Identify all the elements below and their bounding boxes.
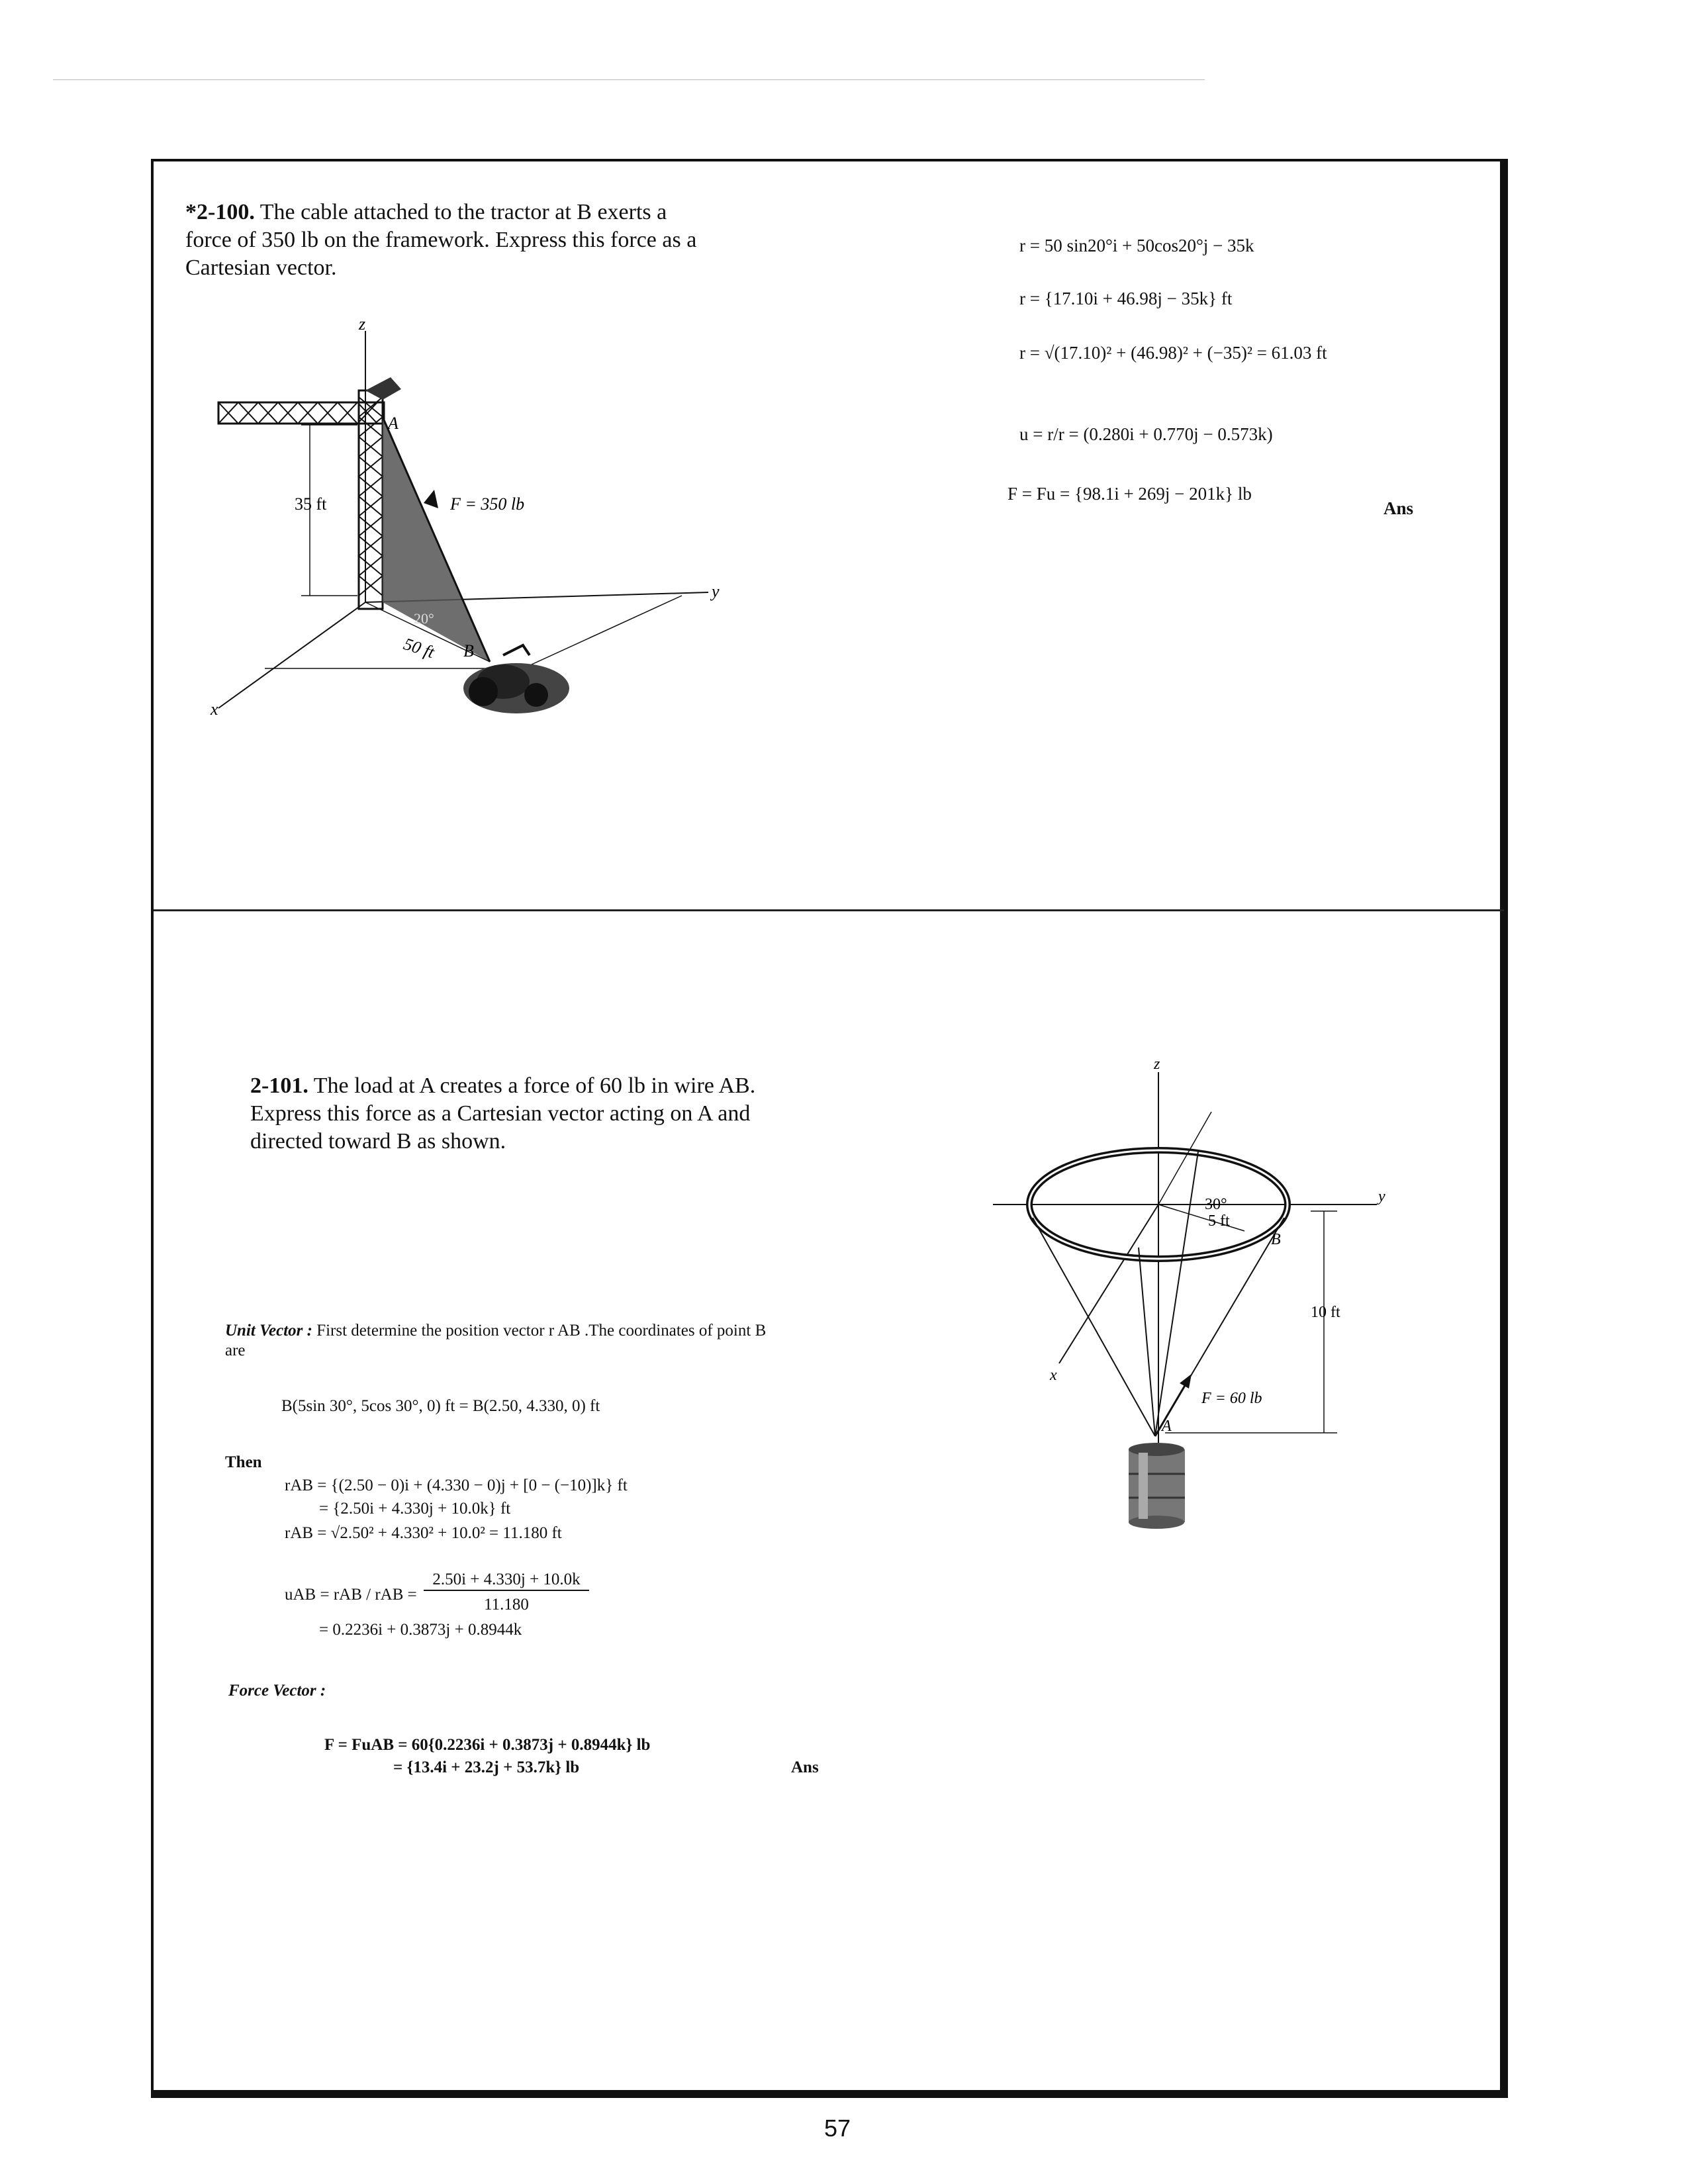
x-label: x bbox=[211, 700, 218, 719]
force-line-1: F = FuAB = 60{0.2236i + 0.3873j + 0.8944k} lb bbox=[324, 1736, 651, 1754]
top-rule bbox=[53, 79, 1205, 80]
angle-label: 30° bbox=[1205, 1196, 1227, 1213]
solution-100-line-1: r = 50 sin20°i + 50cos20°j − 35k bbox=[1019, 236, 1254, 255]
z-label: z bbox=[359, 314, 366, 334]
dist-label: 50 ft bbox=[401, 634, 437, 662]
x-axis bbox=[1059, 1205, 1158, 1363]
radius-label: 5 ft bbox=[1208, 1212, 1230, 1230]
ground-line-2 bbox=[523, 596, 682, 668]
point-a-label: A bbox=[1162, 1418, 1172, 1435]
point-b-label: B bbox=[463, 641, 474, 660]
angle-label: 20° bbox=[414, 610, 434, 627]
force-vector bbox=[1155, 1380, 1188, 1436]
force-line-2: = {13.4i + 23.2j + 53.7k} lb bbox=[393, 1758, 580, 1776]
u-ab-denominator: 11.180 bbox=[484, 1596, 529, 1614]
problem-101-statement bbox=[250, 1072, 846, 1156]
cable-front bbox=[1139, 1248, 1155, 1436]
y-label: y bbox=[1378, 1188, 1385, 1205]
then-label: Then bbox=[225, 1453, 262, 1471]
cable-back bbox=[1155, 1152, 1198, 1436]
u-ab-lhs: uAB = rAB / rAB = bbox=[285, 1586, 417, 1604]
problem-100-ans: Ans bbox=[1383, 498, 1414, 518]
height-label: 35 ft bbox=[295, 494, 327, 514]
u-ab-result: = 0.2236i + 0.3873j + 0.8944k bbox=[319, 1621, 522, 1639]
problem-101-ans: Ans bbox=[791, 1758, 819, 1776]
y-label: y bbox=[712, 582, 720, 601]
angle-ref-line bbox=[1158, 1112, 1211, 1205]
r-ab-line-2: = {2.50i + 4.330j + 10.0k} ft bbox=[319, 1500, 511, 1518]
drum bbox=[1129, 1443, 1185, 1529]
solution-100-line-3: r = √(17.10)² + (46.98)² + (−35)² = 61.03 ft bbox=[1019, 343, 1327, 363]
solution-100-line-5: F = Fu = {98.1i + 269j − 201k} lb bbox=[1008, 484, 1252, 504]
force-label: F = 60 lb bbox=[1201, 1390, 1262, 1407]
force-label: F = 350 lb bbox=[450, 494, 525, 514]
radius-line bbox=[1158, 1205, 1244, 1231]
problem-101-number: 2-101. bbox=[250, 1073, 308, 1098]
z-label: z bbox=[1154, 1056, 1160, 1073]
section-divider bbox=[154, 909, 1504, 911]
height-label: 10 ft bbox=[1311, 1304, 1340, 1321]
unit-vector-text-2: are bbox=[225, 1342, 246, 1359]
problem-100-line-1: The cable attached to the tractor at B exerts a bbox=[259, 200, 667, 224]
problem-100-number: *2-100. bbox=[185, 200, 255, 224]
problem-100-statement bbox=[185, 199, 755, 282]
unit-vector-heading: Unit Vector : bbox=[225, 1322, 312, 1340]
force-arrow bbox=[1180, 1374, 1192, 1388]
point-a-label: A bbox=[388, 414, 399, 433]
problem-100-line-3: Cartesian vector. bbox=[185, 255, 337, 280]
problem-100-line-2: force of 350 lb on the framework. Express this force as a bbox=[185, 228, 697, 252]
r-ab-line-1: rAB = {(2.50 − 0)i + (4.330 − 0)j + [0 − (−10)]k} ft bbox=[285, 1477, 628, 1494]
force-arrow bbox=[424, 490, 438, 508]
page-number: 57 bbox=[824, 2115, 851, 2142]
unit-vector-text: First determine the position vector r AB .The coordinates of point B bbox=[316, 1322, 767, 1340]
problem-101-line-1: The load at A creates a force of 60 lb in wire AB. bbox=[313, 1073, 756, 1098]
problem-101-figure bbox=[980, 1052, 1390, 1555]
problem-100-figure bbox=[192, 311, 735, 735]
problem-101-line-3: directed toward B as shown. bbox=[250, 1129, 506, 1154]
r-ab-line-3: rAB = √2.50² + 4.330² + 10.0² = 11.180 ft bbox=[285, 1524, 562, 1542]
x-label: x bbox=[1050, 1367, 1057, 1384]
point-b-label: B bbox=[1271, 1231, 1281, 1248]
b-coordinates: B(5sin 30°, 5cos 30°, 0) ft = B(2.50, 4.330, 0) ft bbox=[281, 1397, 600, 1415]
solution-100-line-2: r = {17.10i + 46.98j − 35k} ft bbox=[1019, 289, 1233, 308]
u-ab-numerator: 2.50i + 4.330j + 10.0k bbox=[424, 1570, 589, 1591]
force-vector-heading: Force Vector : bbox=[228, 1682, 326, 1700]
solution-100-line-4: u = r/r = (0.280i + 0.770j − 0.573k) bbox=[1019, 424, 1273, 444]
problem-101-line-2: Express this force as a Cartesian vector acting on A and bbox=[250, 1101, 751, 1126]
x-axis bbox=[218, 602, 365, 708]
unit-vector-paragraph bbox=[225, 1321, 887, 1361]
